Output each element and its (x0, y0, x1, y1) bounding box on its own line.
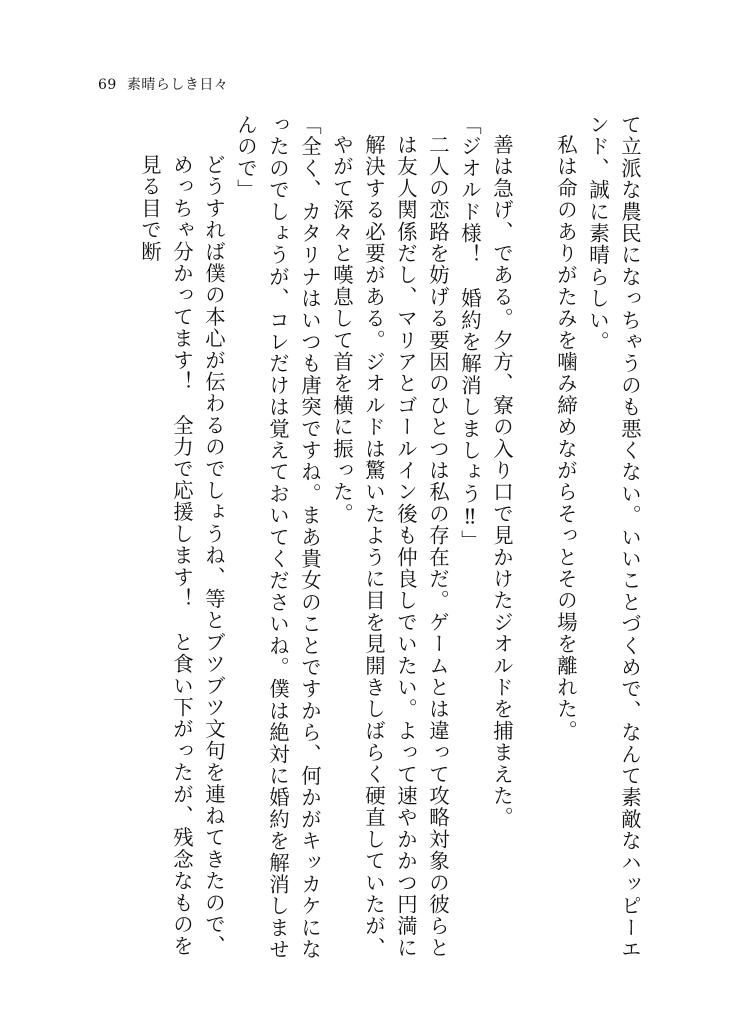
running-header (98, 74, 228, 94)
dialogue-line: 「ジオルド様！ 婚約を解消しましょう‼」 (458, 114, 482, 552)
dialogue-line: 「全く、カタリナはいつも唐突ですね。まあ貴女のことですから、何かがキッカケになったのでしょうが、コレだけは覚えておいてくださいね。僕は絶対に婚約を解消しませんので」 (234, 114, 322, 961)
paragraph: 二人の恋路を妨げる要因のひとつは私の存在だ。ゲームとは違って攻略対象の彼らとは友人関係だし、マリアとゴールイン後も仲良しでいたい。よって速やかかつ円満に解決する必要がある。ジオルドは驚いたように目を見開きしばらく硬直していたが、やがて深々と嘆息して首を横に振った。 (330, 134, 450, 959)
paragraph-continued: て立派な農民になっちゃうのも悪くない。いいことづくめで、なんて素敵なハッピーエンド、誠に素晴らしい。 (586, 114, 642, 961)
chapter-title: 素晴らしき日々 (126, 77, 229, 93)
vertical-body-text (106, 114, 646, 964)
paragraph: 善は急げ、である。夕方、寮の入り口で見かけたジオルドを捕まえた。 (490, 134, 514, 829)
paragraph: どうすれば僕の本心が伝わるのでしょうね、等とブツブツ文句を連ねてきたので、めっちゃ分かってます！ 全力で応援します！ と食い下がったが、残念なものを見る目で断 (138, 154, 226, 957)
scene-break (518, 114, 550, 964)
paragraph: 私は命のありがたみを噛み締めながらそっとその場を離れた。 (554, 134, 578, 742)
page-number: 69 (98, 77, 117, 93)
